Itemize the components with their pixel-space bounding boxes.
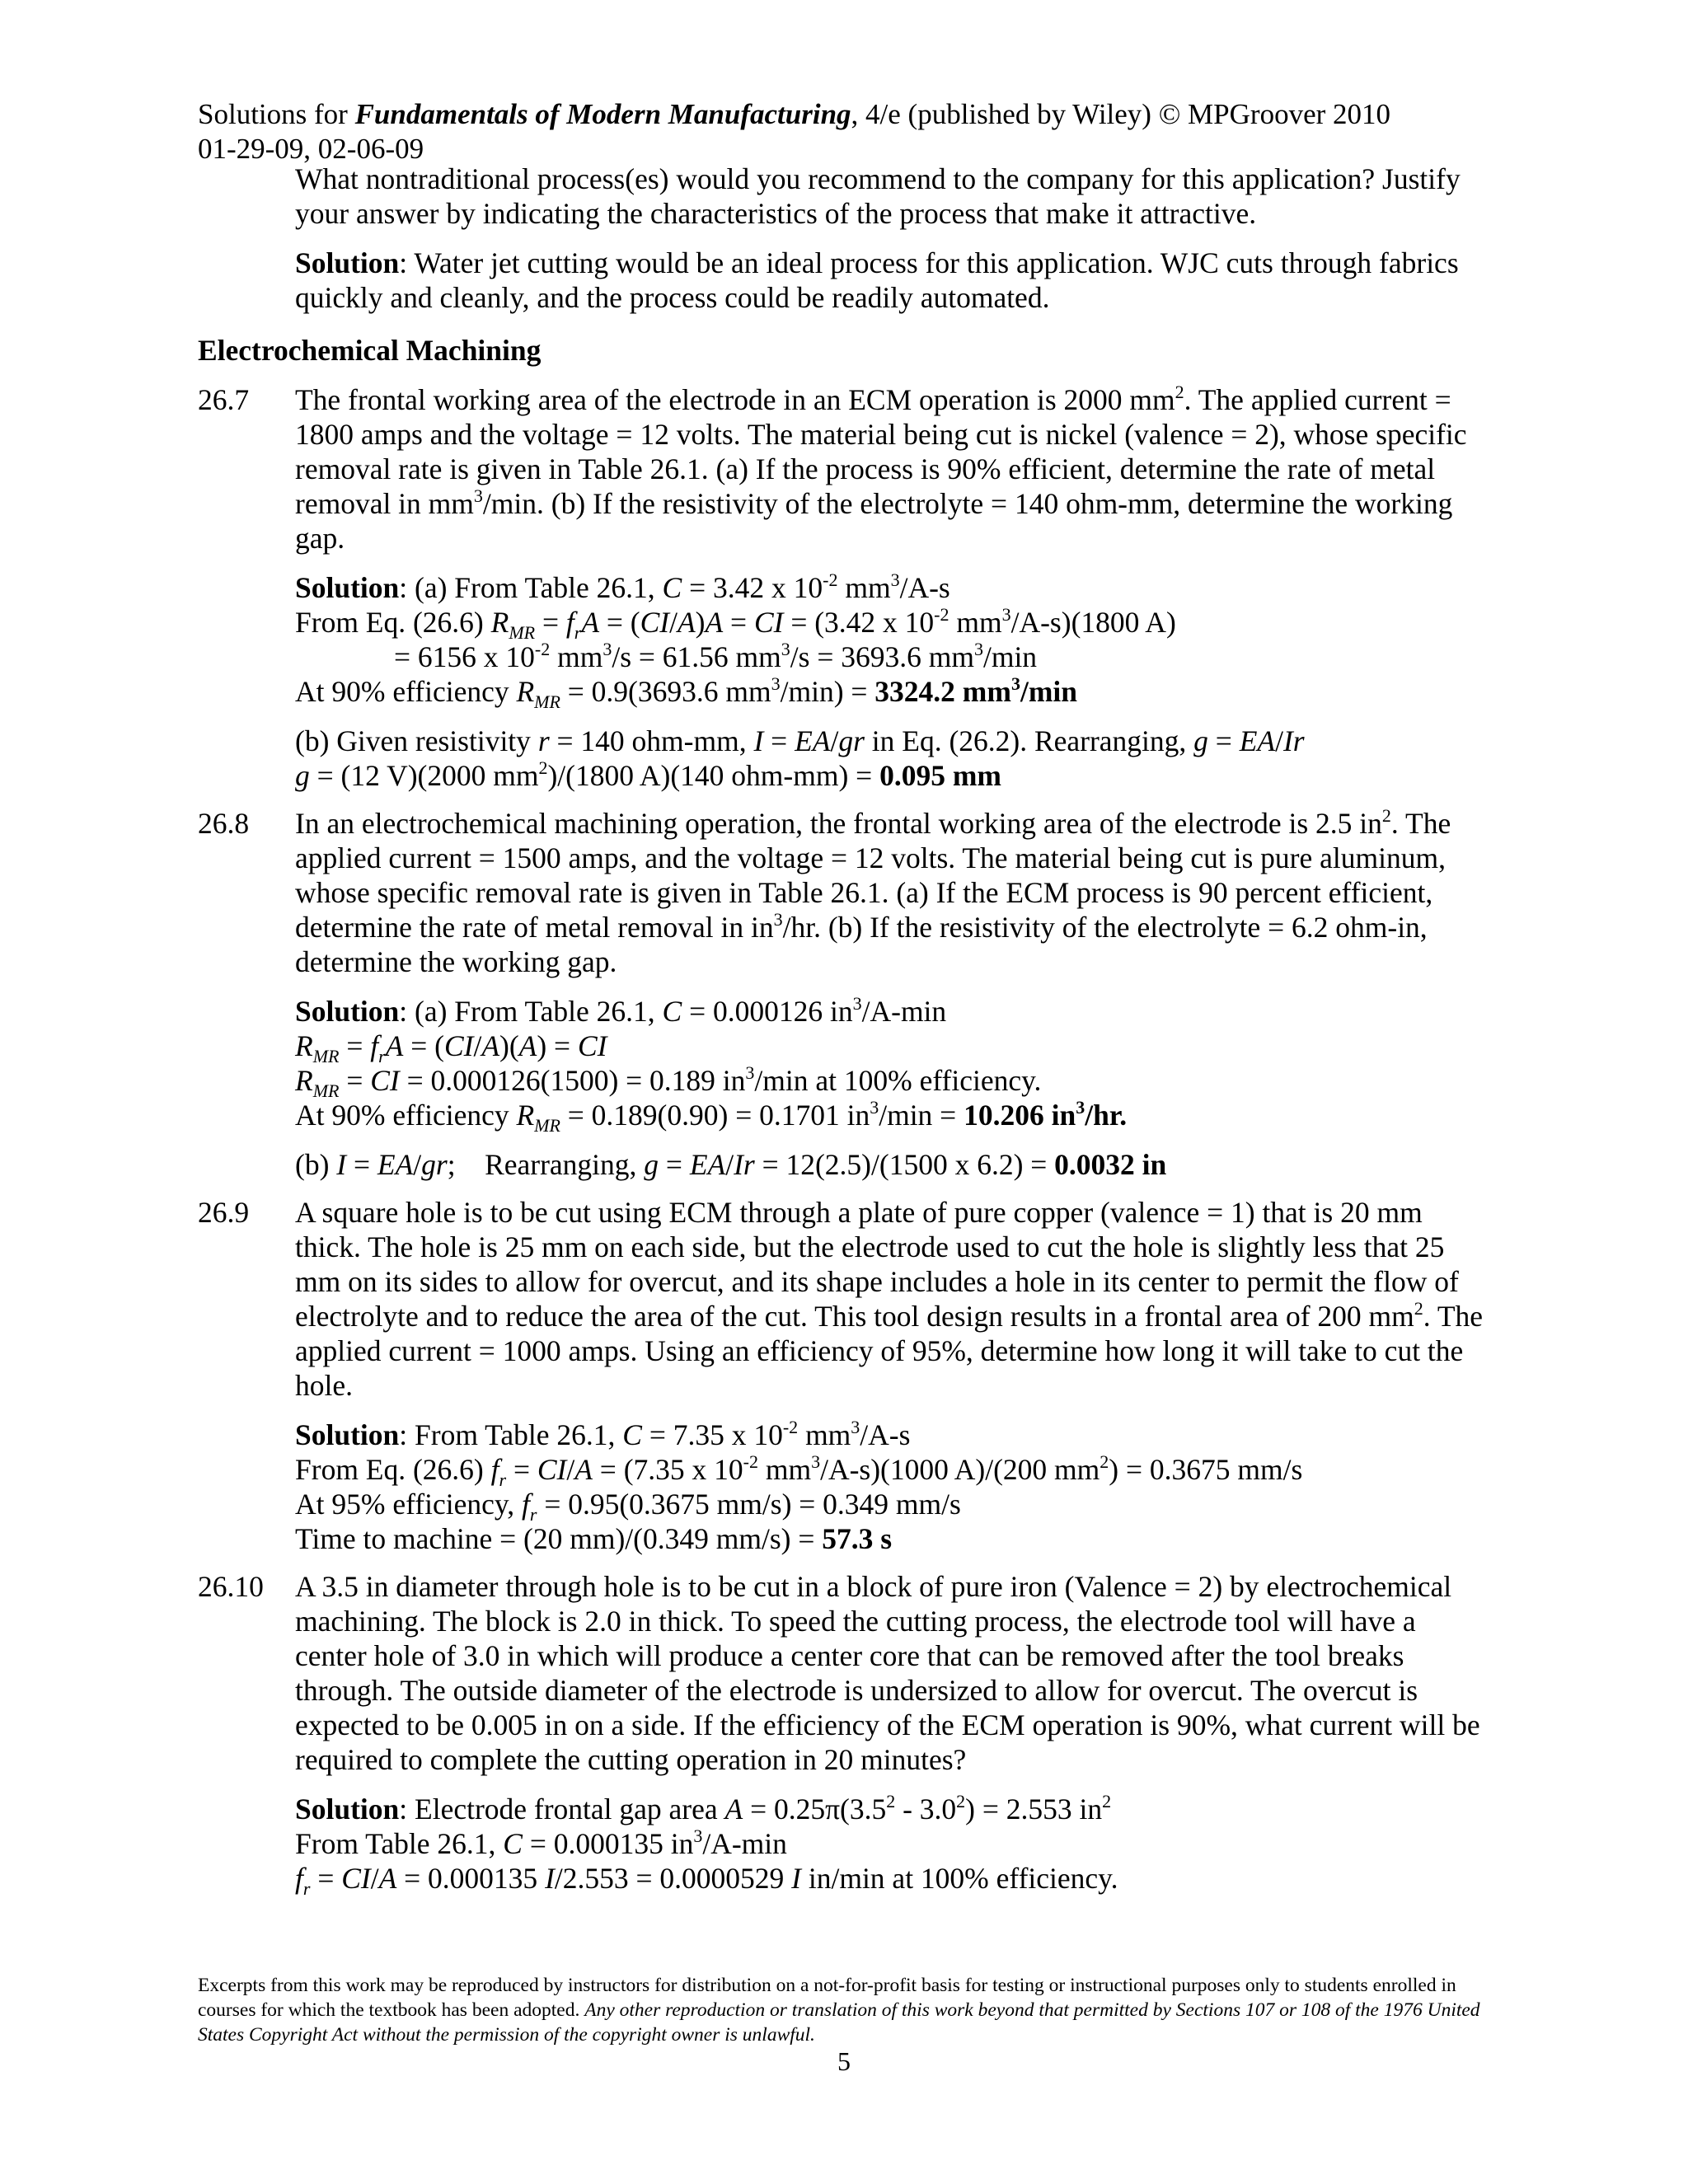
- problem-statement: A 3.5 in diameter through hole is to be cut in a block of pure iron (Valence = 2) by electrochemical machining. The block is 2.0 in thick. To speed the cutting process, the electrode tool will have a center hole of 3.0 in which will produce a center core that can be removed after the tool breaks through. The outside diameter of the electrode is undersized to allow for overcut. The overcut is expected to be 0.005 in on a side. If the efficiency of the ECM operation is 90%, what current will be required to complete the cutting operation in 20 minutes?: [295, 1570, 1480, 1776]
- header-suffix: , 4/e (published by Wiley) © MPGroover 2010: [851, 98, 1391, 130]
- page-header: [198, 97, 1390, 166]
- solution-26-9: Solution: From Table 26.1, C = 7.35 x $10^{-2}$ $mm^3/A-s$ From Eq. (26.6) $f_r = CI/A = (7.35$ x $10^{-2}$ $mm^3/A-s)(1000$ A)/(200 $mm^2) = 0.3675$ mm/s At 95% efficiency, $f_r = 0.95(0.3675$ mm/s) = 0.349 mm/s Time to machine = (20 mm)/(0.349 mm/s) = 57.3 s: [295, 1417, 1303, 1555]
- solution-label: Solution: [295, 246, 400, 279]
- problem-statement: In an electrochemical machining operation, the frontal working area of the electrode is 2.5 $in^2$. The applied current = 1500 amps, and the voltage = 12 volts. The material being cut is pure aluminum, whose specific removal rate is given in Table 26.1. (a) If the ECM process is 90 percent efficient, determine the rate of metal removal in $in^3/hr$. (b) If the resistivity of the electrolyte = 6.2 ohm-in, determine the working gap.: [295, 805, 1451, 978]
- footer-italic-text: Any other reproduction or translation of this work beyond that permitted by Sections 107 or 108 of the 1976 United States Copyright Act without the permission of the copyright owner is unlawful.: [198, 1999, 1480, 2046]
- book-title: Fundamentals of Modern Manufacturing: [354, 98, 851, 130]
- problem-26-9: [198, 1195, 1484, 1403]
- problem-number: 26.7: [198, 383, 250, 416]
- copyright-footer: [198, 1973, 1484, 2047]
- solution-26-7: Solution: (a) From Table 26.1, C = 3.42 x $10^{-2}$ $mm^3/A-s$ From Eq. (26.6) $R_{MR} = f_rA = (CI/A)A$ = CI = (3.42 x $10^{-2}$ $mm^3/A-s)(1800$ A) = 6156 x $10^{-2}$ $mm^3/s = 61.56$ $mm^3/s = 3693.6$ $mm^3/\min$ At 90% efficiency $R_{MR} = 0.9(3693.6$ $mm^3/\min) = 3324.2$ $mm^3/\min$ (b) Given resistivity r = 140 ohm-mm, I = EA/gr in Eq. (26.2). Rearranging, g = EA/Ir g = (12 V)(2000 $mm^2)/(1800$ A)(140 ohm-mm) = 0.095 mm: [295, 569, 1305, 792]
- header-dates: 01-29-09, 02-06-09: [198, 133, 424, 165]
- intro-solution: [295, 246, 1484, 315]
- intro-solution-text: : Water jet cutting would be an ideal process for this application. WJC cuts through fabrics quickly and cleanly, and the process could be readily automated.: [295, 246, 1459, 314]
- solution-26-8: Solution: (a) From Table 26.1, C = 0.000126 $in^3/A-\min$ $R_{MR} = f_rA = (CI/A)(A)$ = CI $R_{MR}$ = CI = 0.000126(1500) = 0.189 $in^3/\min$ at 100% efficiency. At 90% efficiency $R_{MR} = 0.189(0.90) = 0.1701$ $in^3/\min = 10.206$ $in^3/hr$. (b) I = EA/gr; Rearranging, g = EA/Ir = 12(2.5)/(1500 x 6.2) = 0.0032 in: [295, 993, 1167, 1181]
- problem-26-10: [198, 1569, 1484, 1777]
- solution-26-10: Solution: Electrode frontal gap area $A = 0.25\pi(3.5^2 - 3.0^2) = 2.553$ $in^2$ From Table 26.1, C = 0.000135 $in^3/A-\min$ $f_r = CI/A = 0.000135$ I/2.553 = 0.0000529 I in/min at 100% efficiency.: [295, 1791, 1118, 1899]
- problem-26-8: [198, 806, 1484, 979]
- problem-statement: A square hole is to be cut using ECM through a plate of pure copper (valence = 1) that is 20 mm thick. The hole is 25 mm on each side, but the electrode used to cut the hole is slightly less that 25 mm on its sides to allow for overcut, and its shape includes a hole in its center to permit the flow of electrolyte and to reduce the area of the cut. This tool design results in a frontal area of 200 $mm^2$. The applied current = 1000 amps. Using an efficiency of 95%, determine how long it will take to cut the hole.: [295, 1196, 1484, 1402]
- problem-number: 26.9: [198, 1196, 250, 1229]
- intro-block: [295, 162, 1484, 315]
- intro-question: What nontraditional process(es) would you recommend to the company for this application? Justify your answer by indicating the characteristics of the process that make it attractive.: [295, 162, 1461, 230]
- problem-number: 26.10: [198, 1570, 264, 1603]
- problem-26-7: [198, 382, 1484, 555]
- problem-number: 26.8: [198, 807, 250, 840]
- page-content: [198, 162, 1484, 1899]
- header-prefix: Solutions for: [198, 98, 355, 130]
- section-title: Electrochemical Machining: [198, 334, 542, 367]
- footer-text: Excerpts from this work may be reproduced by instructors for distribution on a not-for-profit basis for testing or instructional purposes only to students enrolled in courses for which the textbook has been adopted.: [198, 1975, 1456, 2021]
- problem-statement: The frontal working area of the electrode in an ECM operation is 2000 $mm^2$. The applied current = 1800 amps and the voltage = 12 volts. The material being cut is nickel (valence = 2), whose specific removal rate is given in Table 26.1. (a) If the process is 90% efficient, determine the rate of metal removal in $mm^3/\min$. (b) If the resistivity of the electrolyte = 140 ohm-mm, determine the working gap.: [295, 382, 1467, 555]
- page-number: 5: [837, 2046, 851, 2076]
- header-line-1: [198, 97, 1390, 132]
